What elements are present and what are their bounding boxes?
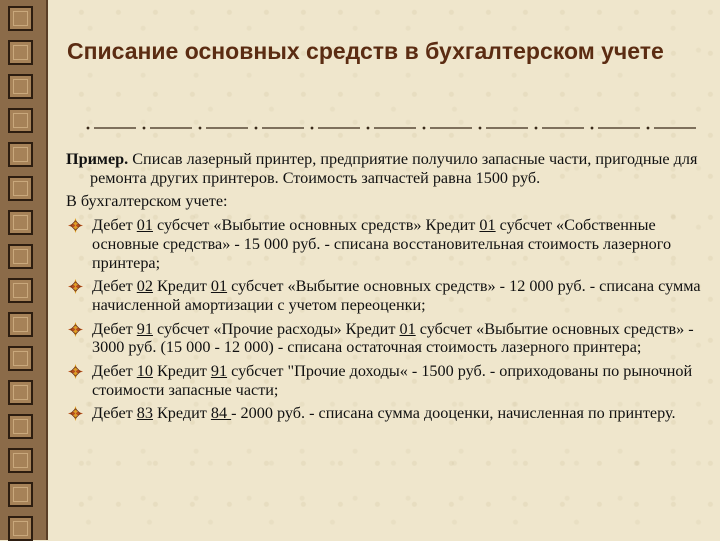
divider-dot xyxy=(535,127,538,130)
sidebar-tile xyxy=(8,448,33,473)
account-number: 01 xyxy=(136,216,153,235)
account-number: 02 xyxy=(136,277,153,296)
divider-dot xyxy=(423,127,426,130)
divider-dot xyxy=(143,127,146,130)
entry-item xyxy=(66,404,710,423)
example-label: Пример. xyxy=(66,150,129,168)
entry-text: субсчет "Прочие доходы« - 1500 руб. - оприходованы по рыночной стоимости запасные части; xyxy=(92,362,693,399)
diamond-star-icon xyxy=(68,218,83,233)
entry-text: субсчет «Выбытие основных средств» - 3000 руб. (15 000 - 12 000) - списана остаточная стоимость лазерного принтера; xyxy=(92,319,694,357)
divider-dot xyxy=(87,127,90,130)
account-number: 91 xyxy=(210,362,228,381)
sidebar-tile xyxy=(8,74,33,99)
entry-text: Кредит xyxy=(152,404,211,423)
entry-text: Дебет xyxy=(92,277,137,296)
sidebar-tile xyxy=(8,40,33,65)
diamond-star-icon xyxy=(68,406,83,421)
sidebar-tile xyxy=(8,176,33,201)
diamond-star-icon xyxy=(68,322,83,337)
account-number: 01 xyxy=(210,277,228,296)
sidebar-tile xyxy=(8,346,33,371)
account-number: 01 xyxy=(399,319,416,338)
divider-dot xyxy=(199,127,202,130)
entry-text: субсчет «Собственные основные средства» - 15 000 руб. - списана восстановительная стоимость лазерного принтера; xyxy=(92,216,672,272)
entry-item xyxy=(66,277,710,314)
sidebar-tile xyxy=(8,210,33,235)
account-number: 84 xyxy=(210,404,232,423)
sidebar-tile xyxy=(8,516,33,541)
entry-text: Дебет xyxy=(92,362,137,381)
sidebar-tile xyxy=(8,142,33,167)
entry-text: Кредит xyxy=(152,362,211,381)
sidebar-decoration xyxy=(0,0,48,540)
sidebar-tile xyxy=(8,482,33,507)
slide-content xyxy=(66,150,710,428)
example-paragraph xyxy=(66,150,710,187)
entries-list xyxy=(66,216,710,423)
dash-dot-divider xyxy=(86,124,698,132)
sidebar-tile xyxy=(8,312,33,337)
account-number: 83 xyxy=(136,404,153,423)
divider-dot xyxy=(479,127,482,130)
slide-title: Списание основных средств в бухгалтерском учете xyxy=(67,38,664,64)
example-text: Списав лазерный принтер, предприятие получило запасные части, пригодные для ремонта других принтеров. Стоимость запчастей равна 1500 руб. xyxy=(90,150,698,187)
sidebar-tile xyxy=(8,6,33,31)
entry-item xyxy=(66,320,710,357)
account-number: 01 xyxy=(479,216,496,235)
entry-text: Дебет xyxy=(92,216,137,235)
sidebar-tile xyxy=(8,278,33,303)
entry-item xyxy=(66,362,710,399)
entry-item xyxy=(66,216,710,272)
entry-text: Кредит xyxy=(152,277,211,296)
sidebar-tile xyxy=(8,244,33,269)
divider-dot xyxy=(647,127,650,130)
divider-dot xyxy=(311,127,314,130)
entry-text: субсчет «Прочие расходы» Кредит xyxy=(152,319,400,338)
account-number: 10 xyxy=(136,362,153,381)
sidebar-tile xyxy=(8,414,33,439)
diamond-star-icon xyxy=(68,279,83,294)
entry-text: Дебет xyxy=(92,319,137,338)
account-number: 91 xyxy=(136,319,153,338)
sidebar-tile xyxy=(8,108,33,133)
sidebar-tile xyxy=(8,380,33,405)
intro-text: В бухгалтерском учете: xyxy=(66,192,228,211)
entry-text: Дебет xyxy=(92,404,137,423)
diamond-star-icon xyxy=(68,364,83,379)
entry-text: субсчет «Выбытие основных средств» Кредит xyxy=(152,216,480,235)
entry-text: субсчет «Выбытие основных средств» - 12 000 руб. - списана сумма начисленной амортизации с учетом переоценки; xyxy=(92,277,701,314)
divider-dot xyxy=(591,127,594,130)
divider-dot xyxy=(255,127,258,130)
entry-text: - 2000 руб. - списана сумма дооценки, начисленная по принтеру. xyxy=(231,404,676,423)
divider-dot xyxy=(367,127,370,130)
